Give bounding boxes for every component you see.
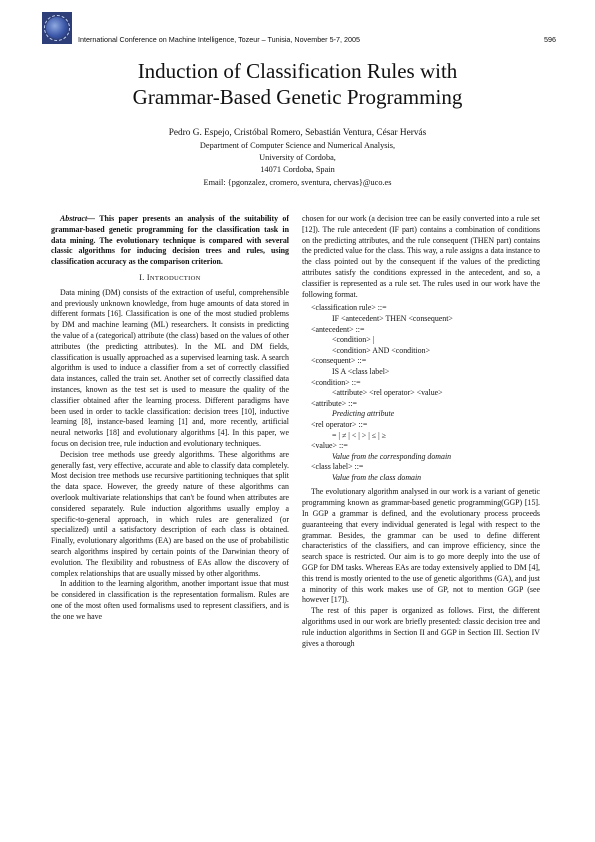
ggp-paragraph: The evolutionary algorithm analysed in our work is a variant of genetic programming known as grammar-based genetic programming(GGP) [15]. In GGP a grammar is defined, and the evolutionary process proceeds guaranteeing that every individual generated is legal with respect to the grammar. Besides, the grammar can be used to define different characteristics of the classifiers, and can improve efficiency, since the search space is restricted. Our aim is to go more deeply into the use of GGP for DM tasks. Whereas EAs are today extensively applied to DM [4], this trend is mostly oriented to the use of genetic algorithms (GA), and just a minority of this work makes use of GP, not to mention GGP (see however [17]). [302, 487, 540, 605]
rule-format-paragraph: chosen for our work (a decision tree can be easily converted into a rule set [12]). The rule antecedent (IF part) contains a combination of conditions on the predicting attributes, and the rule consequent (THEN part) contains the predicted value for the class. This way, a rule assigns a data instance to the class pointed out by the consequent if the values of the predicting attributes satisfy the conditions expressed in the antecedent, and so, a classifier is represented as a rule set. The rules used in our work have the following format. [302, 214, 540, 299]
grammar-line: <class label> ::= [311, 462, 364, 472]
title-line-2: Grammar-Based Genetic Programming [132, 85, 463, 109]
section-title-rest: NTRODUCTION [149, 274, 201, 282]
grammar-line: <attribute> <rel operator> <value> [332, 388, 443, 398]
rule-grammar [302, 303, 540, 483]
grammar-line: <condition> AND <condition> [332, 345, 431, 355]
grammar-line: Predicting attribute [332, 409, 395, 419]
grammar-line: Value from the corresponding domain [332, 451, 452, 461]
organization-paragraph: The rest of this paper is organized as follows. First, the different algorithms used in our work are briefly presented: classic decision tree and rule induction algorithms in Section II and GGP in Section III. Section IV gives a thorough [302, 606, 540, 648]
grammar-line: IS A <class label> [332, 366, 390, 376]
grammar-line: <value> ::= [311, 441, 348, 451]
section-title-initial: I [146, 272, 150, 282]
affiliation-block [60, 140, 535, 189]
affiliation-university: University of Cordoba, [259, 153, 336, 163]
logo-ring [44, 15, 70, 41]
grammar-line: Value from the class domain [332, 472, 422, 482]
grammar-line: <consequent> ::= [311, 356, 367, 366]
grammar-line: <condition> ::= [311, 377, 361, 387]
intro-paragraph-1: Data mining (DM) consists of the extraction of useful, comprehensible and previously unknown knowledge, from huge amounts of data stored in different formats [16]. Classification is one of the most studied problems by DM and machine learning (ML) researchers. It consists in predicting the value of a (categorical) attribute (the class) based on the values of other attributes (the predicting attributes). In the ML and DM fields, classification is usually approached as a supervised learning task. A search algorithm is used to induce a classifier from a set of correctly classified data instances, called the train set. Another set of correctly classified data instances, known as the test set is used to measure the quality of the classifier obtained after the learning process. Different paradigms have been used in order to tackle classification: decision trees [10], inductive learning [8], instance-based learning [1] and, more recently, artificial neural networks [18] and evolutionary algorithms [4]. In this paper, we focus on decision tree, rule induction and evolutionary techniques. [51, 287, 289, 448]
grammar-line: <antecedent> ::= [311, 324, 365, 334]
title-line-1: Induction of Classification Rules with [137, 59, 458, 83]
affiliation-email: Email: {pgonzalez, cromero, sventura, chervas}@uco.es [203, 177, 392, 187]
intro-paragraph-3: In addition to the learning algorithm, another important issue that must be considered in classification is the representation formalism. Rules are one of the most often used formalisms used to represent classifiers, and is the one we have [51, 579, 289, 621]
abstract-text: This paper presents an analysis of the suitability of grammar-based genetic programming for the classification task in data mining. The evolutionary technique is compared with several classic algorithms for inducing decision trees and rules, using classification accuracy as the comparison criterion. [51, 214, 289, 267]
paper-title [60, 58, 535, 110]
running-header [78, 35, 556, 47]
affiliation-dept: Department of Computer Science and Numerical Analysis, [199, 141, 396, 150]
grammar-line: <condition> | [332, 335, 375, 345]
conference-name: International Conference on Machine Intelligence, Tozeur – Tunisia, November 5-7, 2005 [78, 35, 360, 44]
abstract [51, 214, 289, 268]
right-column [302, 214, 540, 649]
grammar-line: IF <antecedent> THEN <consequent> [332, 313, 453, 323]
left-column [51, 214, 289, 622]
author-list: Pedro G. Espejo, Cristóbal Romero, Sebastián Ventura, César Hervás [168, 128, 427, 138]
grammar-line: = | ≠ | < | > | ≤ | ≥ [332, 430, 386, 440]
conference-logo-icon [42, 12, 72, 44]
section-number: I. [139, 272, 145, 282]
intro-paragraph-2: Decision tree methods use greedy algorithms. These algorithms are generally fast, very effective, accurate and able to classify data completely. Most decision tree methods use recursive partitioning techniques that split the data space. However, the greedy nature of these algorithms can overlook multivariate relationships that can't be found when attributes are considered separately. Rule induction algorithms usually employ a specific-to-general approach, in which rules are generalized (or specialized) until a satisfactory description of each class is obtained. Finally, evolutionary algorithms (EA) are based on the use of probabilistic search algorithms inspired by certain points of the Darwinian theory of evolution. The flexibility and robustness of EAs allow the discovery of complex relationships that are usually missed by other algorithms. [51, 449, 289, 578]
section-heading-introduction [51, 273, 289, 285]
page-number: 596 [544, 35, 556, 44]
grammar-line: <rel operator> ::= [311, 419, 368, 429]
grammar-line: <attribute> ::= [311, 398, 357, 408]
abstract-label: Abstract— [60, 214, 96, 223]
grammar-line: <classification rule> ::= [311, 303, 387, 313]
affiliation-address: 14071 Cordoba, Spain [260, 165, 335, 175]
